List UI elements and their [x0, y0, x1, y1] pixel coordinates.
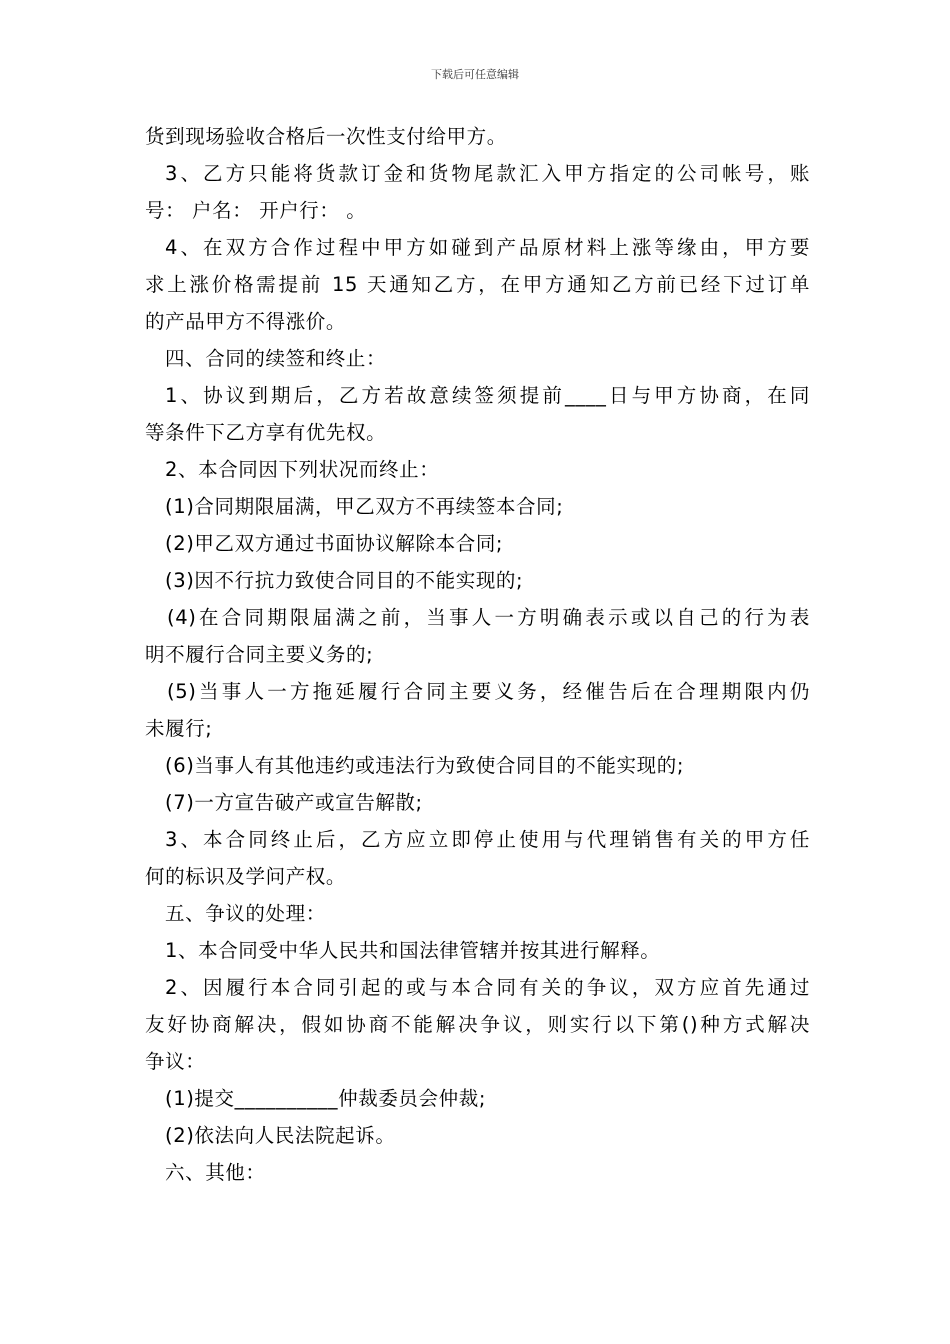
- text-line: (1)合同期限届满，甲乙双方不再续签本合同;: [165, 495, 564, 518]
- contract-body: [145, 118, 810, 1191]
- text-line: 争议：: [145, 1050, 206, 1073]
- text-line: 明不履行合同主要义务的;: [145, 643, 374, 666]
- text-line: 货到现场验收合格后一次性支付给甲方。: [145, 125, 507, 148]
- text-line: (5)当事人一方拖延履行合同主要义务，经催告后在合理期限内仍: [167, 680, 810, 703]
- text-line: 求上涨价格需提前 15 天通知乙方，在甲方通知乙方前已经下过订单: [145, 273, 810, 296]
- text-line: 3、乙方只能将货款订金和货物尾款汇入甲方指定的公司帐号，账: [165, 162, 810, 185]
- text-line: (1)提交__________仲裁委员会仲裁;: [165, 1087, 486, 1110]
- section-heading: 四、合同的续签和终止：: [165, 347, 387, 370]
- text-line: 友好协商解决，假如协商不能解决争议，则实行以下第()种方式解决: [145, 1013, 810, 1036]
- text-line: 4、在双方合作过程中甲方如碰到产品原材料上涨等缘由，甲方要: [165, 236, 810, 259]
- text-line: 2、本合同因下列状况而终止：: [165, 458, 440, 481]
- section-heading: 五、争议的处理：: [165, 902, 326, 925]
- text-line: 的产品甲方不得涨价。: [145, 310, 347, 333]
- text-line: 等条件下乙方享有优先权。: [145, 421, 387, 444]
- section-heading: 六、其他：: [165, 1161, 266, 1184]
- text-line: (2)甲乙双方通过书面协议解除本合同;: [165, 532, 504, 555]
- text-line: (3)因不行抗力致使合同目的不能实现的;: [165, 569, 524, 592]
- text-line: (6)当事人有其他违约或违法行为致使合同目的不能实现的;: [165, 754, 684, 777]
- text-line: (7)一方宣告破产或宣告解散;: [165, 791, 423, 814]
- text-line: 号： 户名： 开户行： 。: [145, 199, 367, 222]
- text-line: (4)在合同期限届满之前，当事人一方明确表示或以自己的行为表: [167, 606, 810, 629]
- text-line: (2)依法向人民法院起诉。: [165, 1124, 396, 1147]
- text-line: 3、本合同终止后，乙方应立即停止使用与代理销售有关的甲方任: [165, 828, 810, 851]
- text-line: 1、协议到期后，乙方若故意续签须提前____日与甲方协商，在同: [165, 384, 810, 407]
- text-line: 未履行;: [145, 717, 213, 740]
- text-line: 何的标识及学问产权。: [145, 865, 347, 888]
- page-header-note: 下载后可任意编辑: [431, 68, 519, 81]
- text-line: 1、本合同受中华人民共和国法律管辖并按其进行解释。: [165, 939, 661, 962]
- text-line: 2、因履行本合同引起的或与本合同有关的争议，双方应首先通过: [165, 976, 810, 999]
